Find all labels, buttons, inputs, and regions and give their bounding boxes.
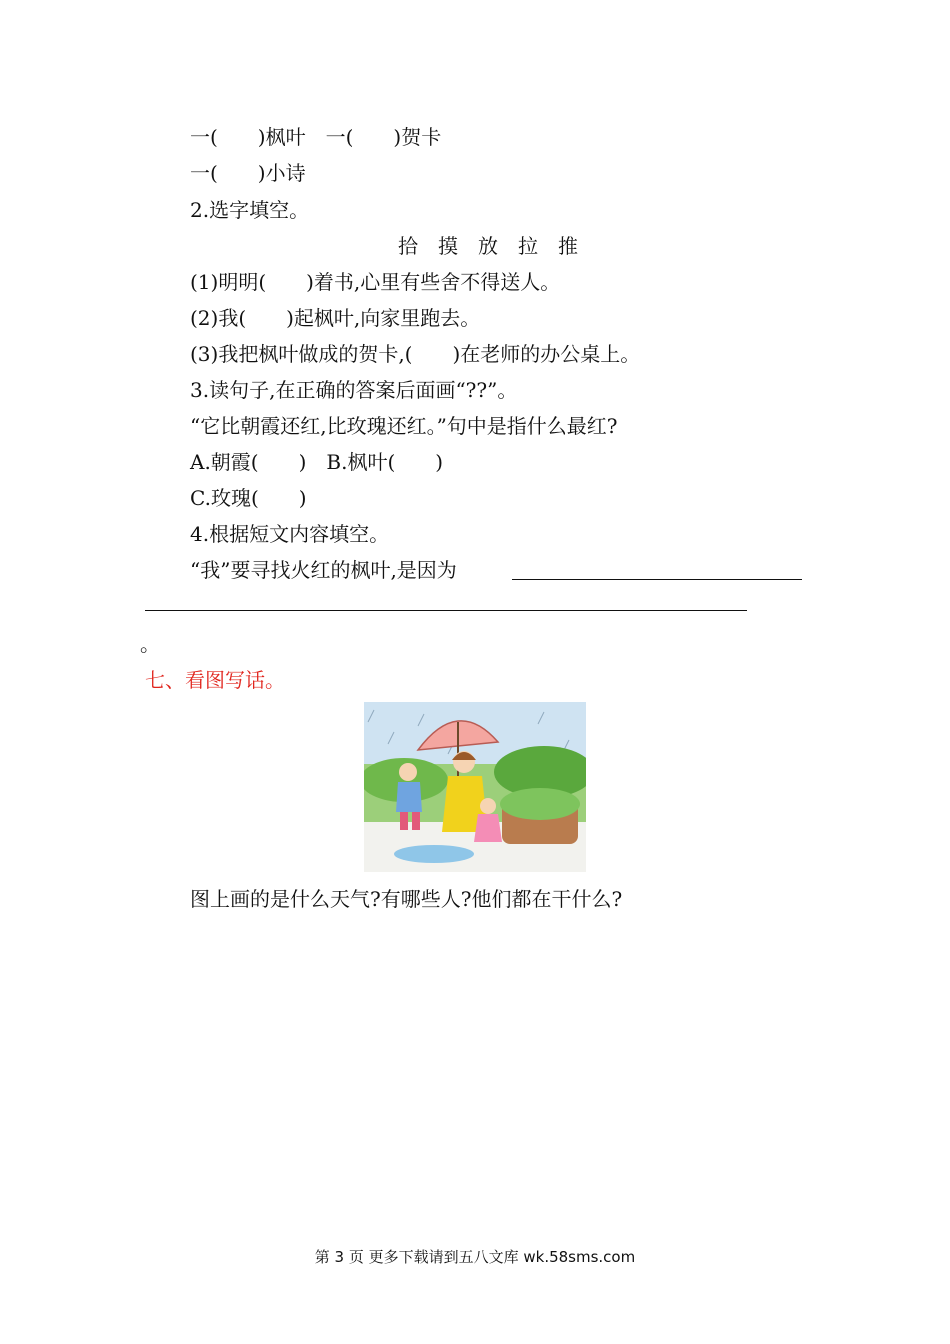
q1-row-1: 一( )枫叶 一( )贺卡	[190, 125, 442, 149]
q2-item-2: (2)我( )起枫叶,向家里跑去。	[190, 306, 481, 330]
q3-options-row-2: C.玫瑰( )	[190, 486, 307, 510]
q4-end-mark: 。	[140, 632, 160, 656]
q4-prompt: “我”要寻找火红的枫叶,是因为	[190, 558, 457, 582]
section-7-question: 图上画的是什么天气?有哪些人?他们都在干什么?	[190, 887, 623, 911]
q3-title: 3.读句子,在正确的答案后面画“??”。	[190, 378, 518, 402]
section-7-title: 七、看图写话。	[145, 668, 285, 692]
q4-title: 4.根据短文内容填空。	[190, 522, 390, 546]
q3-options-row-1: A.朝霞( ) B.枫叶( )	[190, 450, 444, 474]
q2-item-3: (3)我把枫叶做成的贺卡,( )在老师的办公桌上。	[190, 342, 641, 366]
rainy-day-illustration	[364, 702, 586, 872]
q2-title: 2.选字填空。	[190, 198, 310, 222]
page-footer: 第 3 页 更多下载请到五八文库 wk.58sms.com	[314, 1248, 636, 1266]
q1-row-2: 一( )小诗	[190, 161, 306, 185]
answer-blank-line-1	[512, 579, 802, 580]
q2-choices: 拾 摸 放 拉 推	[398, 234, 578, 258]
answer-blank-line-2	[145, 610, 747, 611]
q3-sentence: “它比朝霞还红,比玫瑰还红。”句中是指什么最红?	[190, 414, 618, 438]
q2-item-1: (1)明明( )着书,心里有些舍不得送人。	[190, 270, 561, 294]
